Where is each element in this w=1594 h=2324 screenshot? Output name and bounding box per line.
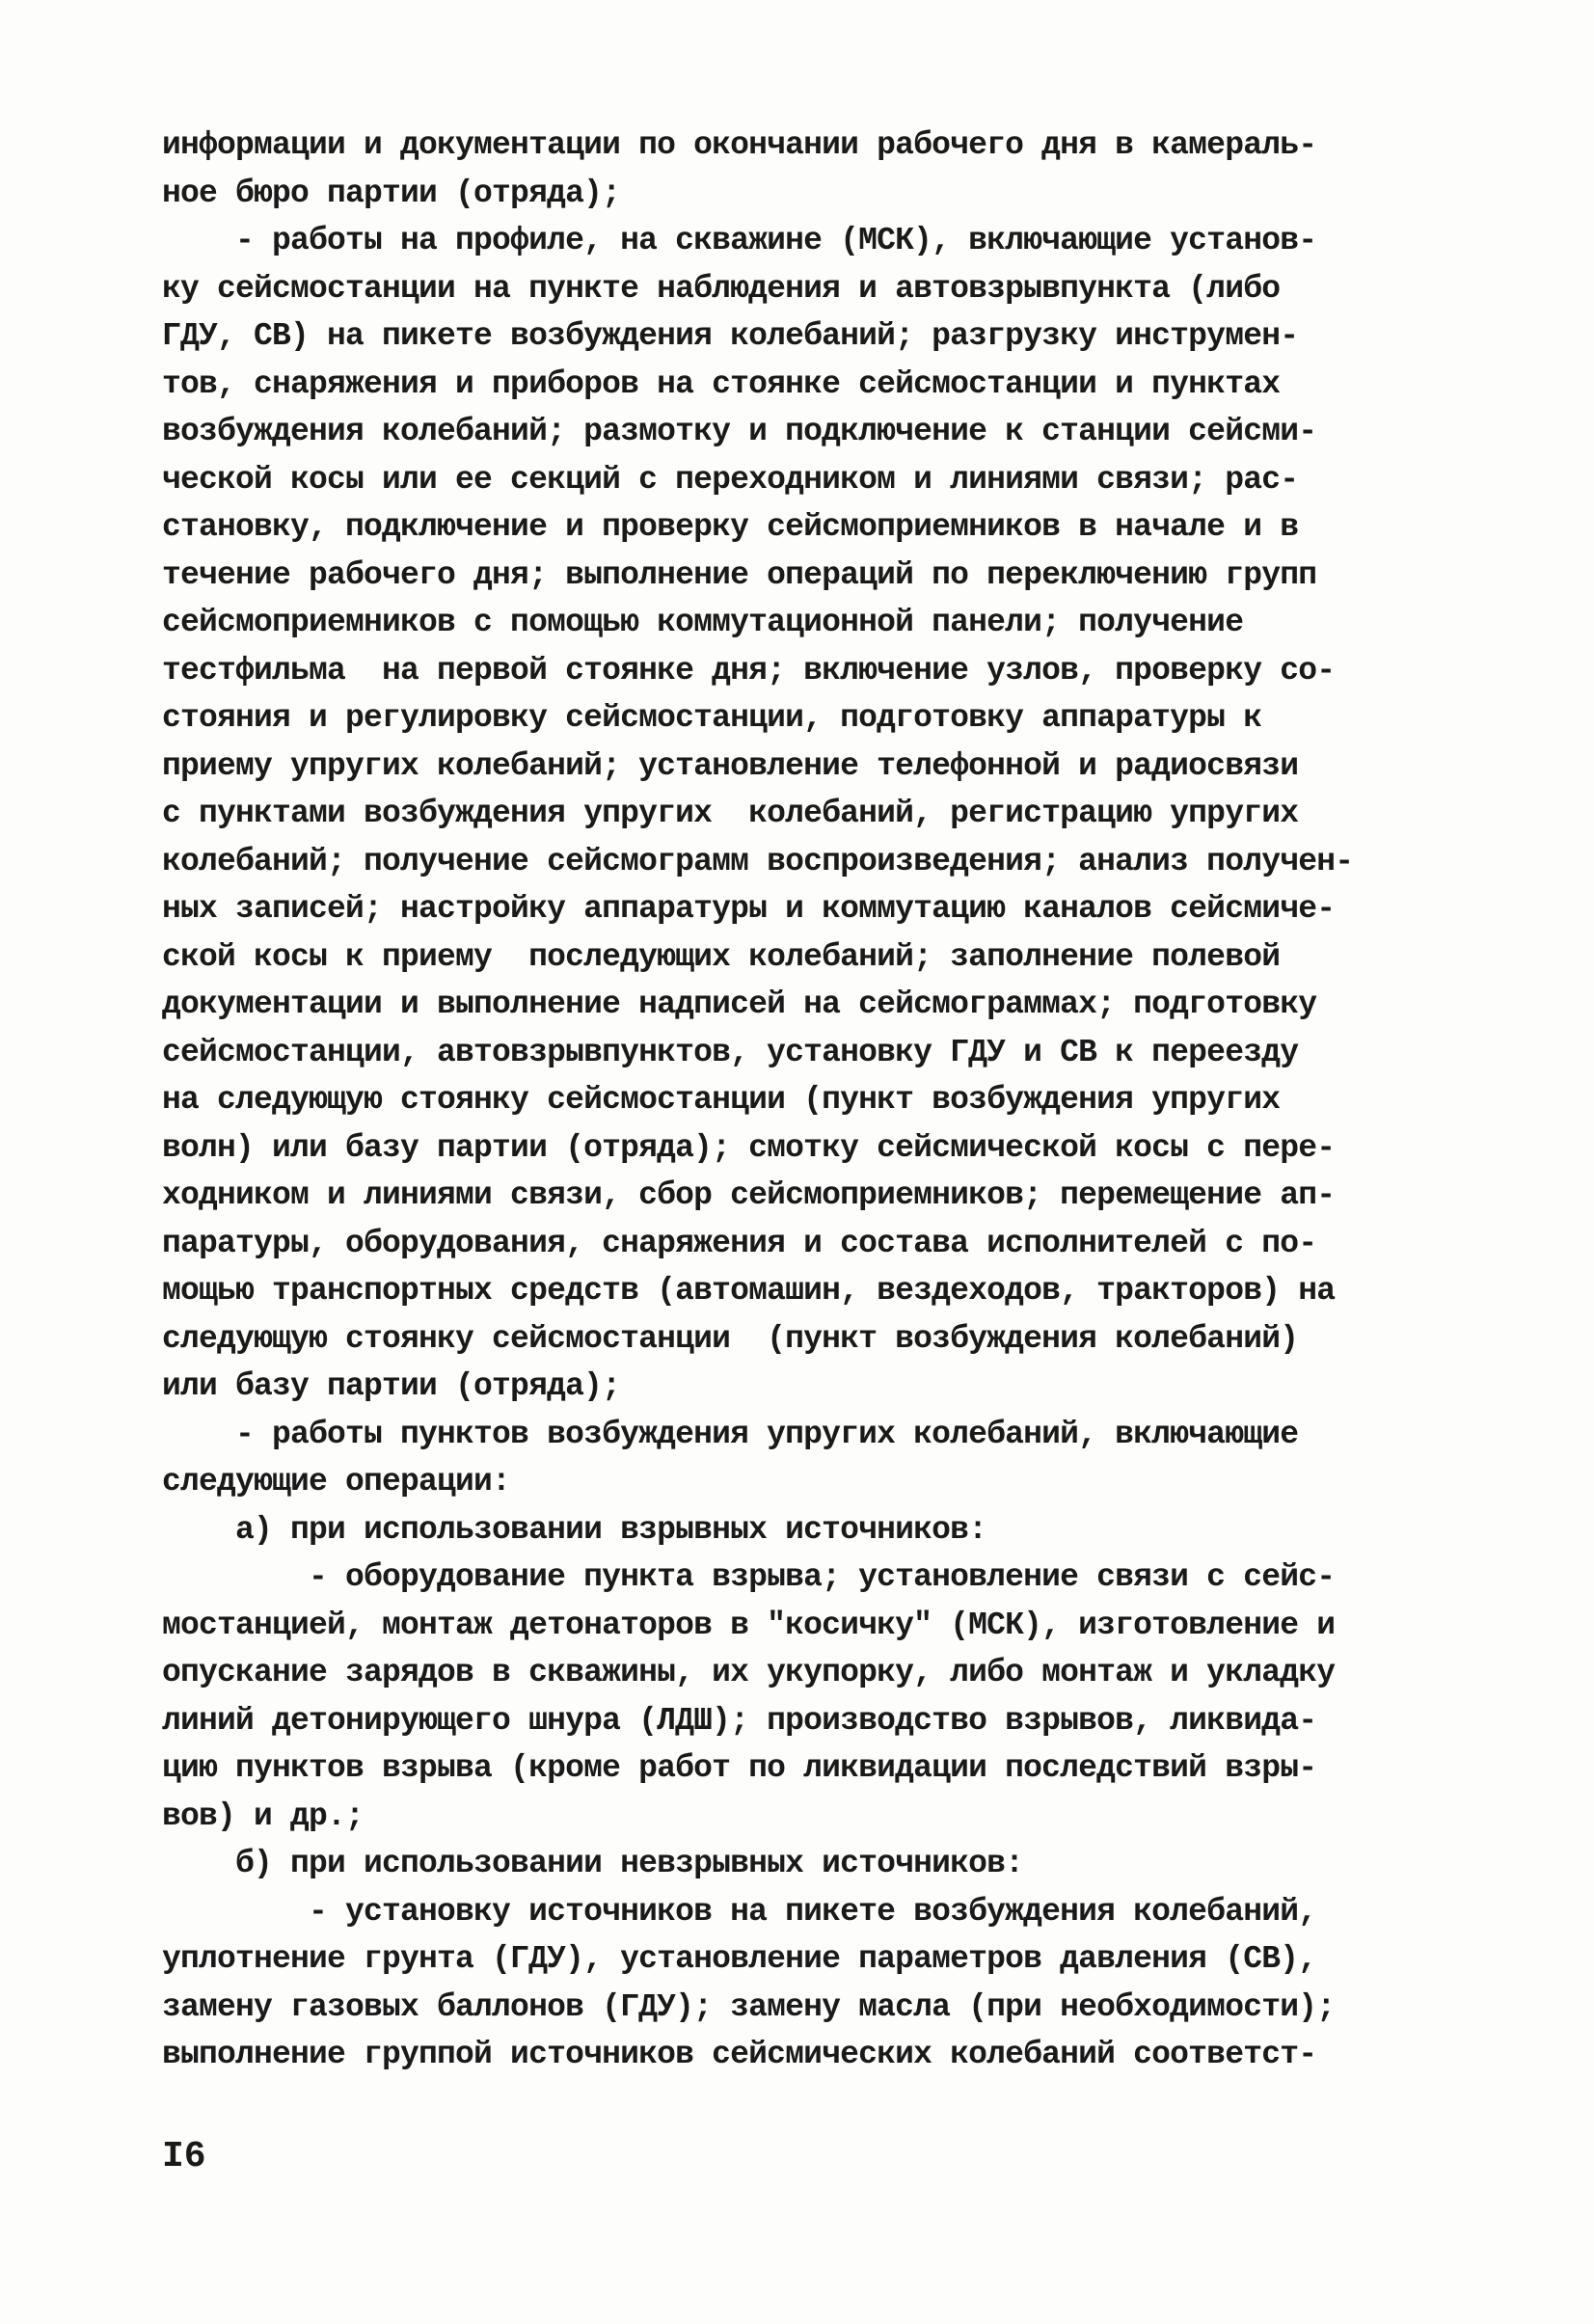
- text-line: уплотнение грунта (ГДУ), установление параметров давления (СВ),: [162, 1941, 1317, 1977]
- body-text: [162, 122, 1435, 2079]
- text-line: ку сейсмостанции на пункте наблюдения и автовзрывпункта (либо: [162, 270, 1281, 307]
- text-line: замену газовых баллонов (ГДУ); замену масла (при необходимости);: [162, 1988, 1336, 2025]
- text-line: вов) и др.;: [162, 1797, 365, 1834]
- text-line: а) при использовании взрывных источников:: [162, 1511, 987, 1548]
- text-line: сейсмостанции, автовзрывпунктов, установку ГДУ и СВ к переезду: [162, 1034, 1299, 1070]
- text-line: ГДУ, СВ) на пикете возбуждения колебаний; разгрузку инструмен-: [162, 318, 1299, 354]
- text-line: становку, подключение и проверку сейсмоприемников в начале и в: [162, 509, 1299, 545]
- text-line: - оборудование пункта взрыва; установление связи с сейс-: [162, 1559, 1336, 1595]
- text-line: следующую стоянку сейсмостанции (пункт возбуждения колебаний): [162, 1320, 1299, 1357]
- text-line: с пунктами возбуждения упругих колебаний, регистрацию упругих: [162, 796, 1299, 831]
- text-line: документации и выполнение надписей на сейсмограммах; подготовку: [162, 986, 1317, 1022]
- page-number: I6: [162, 2136, 206, 2177]
- text-line: тестфильма на первой стоянке дня; включение узлов, проверку со-: [162, 652, 1336, 689]
- text-line: ходником и линиями связи, сбор сейсмоприемников; перемещение ап-: [162, 1177, 1336, 1213]
- text-line: приему упругих колебаний; установление телефонной и радиосвязи: [162, 747, 1299, 784]
- text-line: информации и документации по окончании рабочего дня в камераль-: [162, 127, 1317, 163]
- text-line: возбуждения колебаний; размотку и подключение к станции сейсми-: [162, 414, 1317, 449]
- text-line: линий детонирующего шнура (ЛДШ); производство взрывов, ликвида-: [162, 1702, 1317, 1739]
- text-line: сейсмоприемников с помощью коммутационной панели; получение: [162, 605, 1244, 640]
- text-line: мощью транспортных средств (автомашин, вездеходов, тракторов) на: [162, 1273, 1336, 1309]
- text-line: тов, снаряжения и приборов на стоянке сейсмостанции и пунктах: [162, 365, 1281, 402]
- text-line: ных записей; настройку аппаратуры и коммутацию каналов сейсмиче-: [162, 891, 1336, 927]
- text-line: или базу партии (отряда);: [162, 1368, 621, 1404]
- text-line: ческой косы или ее секций с переходником и линиями связи; рас-: [162, 461, 1299, 498]
- text-line: ской косы к приему последующих колебаний; заполнение полевой: [162, 938, 1281, 975]
- text-line: - установку источников на пикете возбуждения колебаний,: [162, 1893, 1317, 1930]
- text-line: течение рабочего дня; выполнение операций по переключению групп: [162, 556, 1317, 593]
- text-line: б) при использовании невзрывных источников:: [162, 1846, 1024, 1881]
- text-line: следующие операции:: [162, 1464, 511, 1500]
- text-line: цию пунктов взрыва (кроме работ по ликвидации последствий взры-: [162, 1750, 1317, 1786]
- text-line: колебаний; получение сейсмограмм воспроизведения; анализ получен-: [162, 843, 1354, 879]
- text-line: стояния и регулировку сейсмостанции, подготовку аппаратуры к: [162, 700, 1262, 736]
- text-line: паратуры, оборудования, снаряжения и состава исполнителей с по-: [162, 1225, 1317, 1261]
- text-line: ное бюро партии (отряда);: [162, 175, 621, 211]
- text-line: опускание зарядов в скважины, их укупорку, либо монтаж и укладку: [162, 1655, 1336, 1690]
- text-line: мостанцией, монтаж детонаторов в "косичку" (МСК), изготовление и: [162, 1607, 1336, 1643]
- text-line: волн) или базу партии (отряда); смотку сейсмической косы с пере-: [162, 1129, 1336, 1166]
- text-line: на следующую стоянку сейсмостанции (пункт возбуждения упругих: [162, 1082, 1281, 1118]
- text-line: выполнение группой источников сейсмических колебаний соответст-: [162, 2037, 1317, 2072]
- text-line: - работы пунктов возбуждения упругих колебаний, включающие: [162, 1416, 1299, 1452]
- text-line: - работы на профиле, на скважине (МСК), включающие установ-: [162, 223, 1317, 258]
